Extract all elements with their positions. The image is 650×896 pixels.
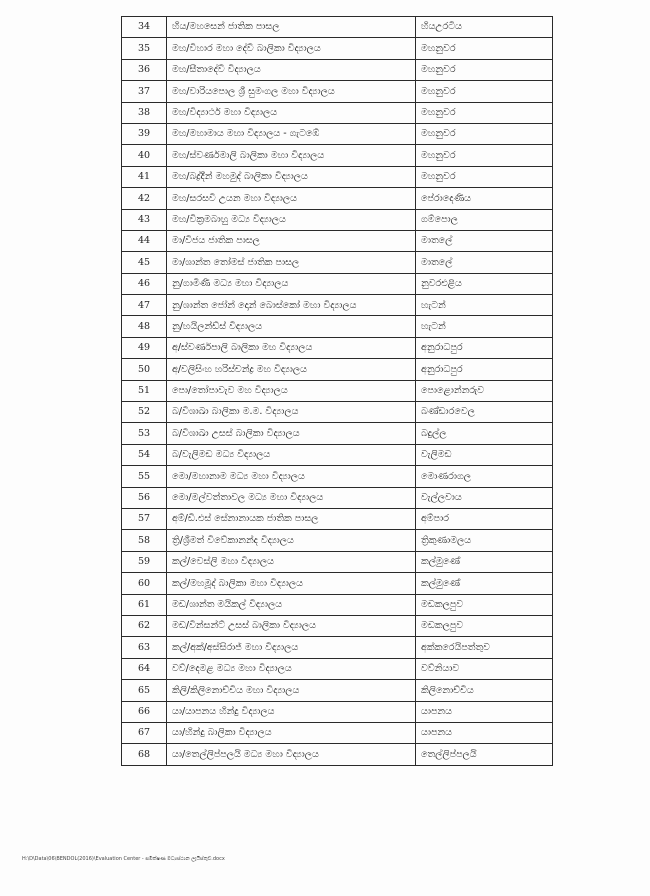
table-row xyxy=(122,508,553,529)
school-city: නුවරඑළිය xyxy=(416,273,553,294)
school-city: බණ්ඩාරවෙල xyxy=(416,402,553,423)
school-name: අ/වලිසිංහ හරිස්චන්ද්‍ර මහ විද්‍යාලය xyxy=(167,359,416,380)
school-name: පො/තෝපාවැව මහ විද්‍යාලය xyxy=(167,380,416,401)
school-city: කිලිනොච්චිය xyxy=(416,680,553,701)
row-number: 59 xyxy=(122,551,167,572)
school-city: ත්‍රිකුණාමලය xyxy=(416,530,553,551)
school-name: කල්/මහමූද් බාලිකා මහා විද්‍යාලය xyxy=(167,573,416,594)
school-city: මහනුවර xyxy=(416,166,553,187)
table-row xyxy=(122,38,553,59)
school-name: මඩ/වින්සන්ට් උසස් බාලිකා විද්‍යාලය xyxy=(167,615,416,636)
school-city: කල්මුණේ xyxy=(416,573,553,594)
school-city: යාපනය xyxy=(416,701,553,722)
table-row xyxy=(122,466,553,487)
schools-table xyxy=(121,16,553,766)
row-number: 35 xyxy=(122,38,167,59)
table-row xyxy=(122,487,553,508)
table-row xyxy=(122,658,553,679)
table-row xyxy=(122,744,553,765)
row-number: 58 xyxy=(122,530,167,551)
table-row xyxy=(122,123,553,144)
table-row xyxy=(122,680,553,701)
school-city: මාතලේ xyxy=(416,230,553,251)
table-row xyxy=(122,81,553,102)
school-city: මහනුවර xyxy=(416,38,553,59)
row-number: 65 xyxy=(122,680,167,701)
row-number: 46 xyxy=(122,273,167,294)
school-city: මොණරාගල xyxy=(416,466,553,487)
school-name: මහ/විද්‍යාර්ථ මහා විද්‍යාලය xyxy=(167,102,416,123)
school-name: නු/ගාමිණී මධ්‍ය මහා විද්‍යාලය xyxy=(167,273,416,294)
school-city: වැල්ලවාය xyxy=(416,487,553,508)
school-city: වව්නියාව xyxy=(416,658,553,679)
table-row xyxy=(122,701,553,722)
school-name: නු/ශාන්ත ජෝන් දොන් බොස්කෝ මහා විද්‍යාලය xyxy=(167,295,416,316)
footer-path: H:\D\Data\06\BENDOL(2016)\Evaluation Center - සමීක්ෂණ මධ්‍යස්ථාන ලැයිස්තුව.docx xyxy=(22,856,225,862)
school-city: මහනුවර xyxy=(416,59,553,80)
school-name: මා/ශාන්ත තෝමස් ජාතික පාසල xyxy=(167,252,416,273)
row-number: 42 xyxy=(122,188,167,209)
school-name: මහ/බද්‍ර්දීන් මහමුද් බාලිකා විද්‍යාලය xyxy=(167,166,416,187)
school-city: වැලිමඩ xyxy=(416,444,553,465)
row-number: 39 xyxy=(122,123,167,144)
school-city: මහනුවර xyxy=(416,145,553,166)
school-city: මාතලේ xyxy=(416,252,553,273)
school-name: යා/තෙල්ලිප්පලයි මධ්‍ය මහා විද්‍යාලය xyxy=(167,744,416,765)
school-city: අනුරාධපුර xyxy=(416,359,553,380)
school-name: කිලි/කිලිනොච්චිය මහා විද්‍යාලය xyxy=(167,680,416,701)
row-number: 63 xyxy=(122,637,167,658)
table-row xyxy=(122,230,553,251)
school-name: හිය/මහසෙන් ජාතික පාසල xyxy=(167,17,416,38)
table-row xyxy=(122,252,553,273)
school-name: බ/විශාඛා උසස් බාලිකා විද්‍යාලය xyxy=(167,423,416,444)
row-number: 54 xyxy=(122,444,167,465)
school-name: මහ/සීතාදේවි විද්‍යාලය xyxy=(167,59,416,80)
row-number: 37 xyxy=(122,81,167,102)
school-name: මඩ/ශාන්ත මයිකල් විද්‍යාලය xyxy=(167,594,416,615)
row-number: 34 xyxy=(122,17,167,38)
row-number: 45 xyxy=(122,252,167,273)
table-row xyxy=(122,295,553,316)
table-row xyxy=(122,316,553,337)
school-name: යා/හින්දු බාලිකා විද්‍යාලය xyxy=(167,722,416,743)
table-row xyxy=(122,337,553,358)
row-number: 41 xyxy=(122,166,167,187)
school-city: හියඋරටිය xyxy=(416,17,553,38)
school-city: තෙල්ලිප්පලයි xyxy=(416,744,553,765)
row-number: 44 xyxy=(122,230,167,251)
school-city: මඩකලපුව xyxy=(416,594,553,615)
school-city: අම්පාර xyxy=(416,508,553,529)
row-number: 62 xyxy=(122,615,167,636)
school-name: යා/යාපනය හින්දු විද්‍යාලය xyxy=(167,701,416,722)
school-name: මා/විජය ජාතික පාසල xyxy=(167,230,416,251)
row-number: 66 xyxy=(122,701,167,722)
row-number: 43 xyxy=(122,209,167,230)
row-number: 51 xyxy=(122,380,167,401)
school-city: මඩකලපුව xyxy=(416,615,553,636)
row-number: 52 xyxy=(122,402,167,423)
row-number: 53 xyxy=(122,423,167,444)
school-city: මහනුවර xyxy=(416,102,553,123)
table-row xyxy=(122,615,553,636)
school-name: මො/මල්වත්තාවල මධ්‍ය මහා විද්‍යාලය xyxy=(167,487,416,508)
table-row xyxy=(122,166,553,187)
school-city: යාපනය xyxy=(416,722,553,743)
table-row xyxy=(122,359,553,380)
table-row xyxy=(122,551,553,572)
school-name: මහ/විහාර මහා දේවි බාලිකා විද්‍යාලය xyxy=(167,38,416,59)
school-name: ත්‍රි/ශ්‍රීමත් විවේකානන්ද විද්‍යාලය xyxy=(167,530,416,551)
school-name: බ/වැලිමඩ මධ්‍ය විද්‍යාලය xyxy=(167,444,416,465)
row-number: 40 xyxy=(122,145,167,166)
table-row xyxy=(122,145,553,166)
school-city: හැටන් xyxy=(416,295,553,316)
table-row xyxy=(122,17,553,38)
school-name: අම්/ඩී.එස් සේනානායක ජාතික පාසල xyxy=(167,508,416,529)
row-number: 55 xyxy=(122,466,167,487)
table-row xyxy=(122,573,553,594)
school-city: අනුරාධපුර xyxy=(416,337,553,358)
table-row xyxy=(122,530,553,551)
table-row xyxy=(122,637,553,658)
school-city: පේරාදෙණිය xyxy=(416,188,553,209)
table-row xyxy=(122,423,553,444)
row-number: 67 xyxy=(122,722,167,743)
school-city: කල්මුණේ xyxy=(416,551,553,572)
school-name: මහ/වික්‍රමබාහු මධ්‍ය විද්‍යාලය xyxy=(167,209,416,230)
row-number: 49 xyxy=(122,337,167,358)
table-row xyxy=(122,59,553,80)
school-name: කල්/වෙස්ලි මහා විද්‍යාලය xyxy=(167,551,416,572)
school-city: මහනුවර xyxy=(416,123,553,144)
school-city: මහනුවර xyxy=(416,81,553,102)
row-number: 64 xyxy=(122,658,167,679)
school-city: හැටන් xyxy=(416,316,553,337)
school-city: පොළොන්නරුව xyxy=(416,380,553,401)
row-number: 47 xyxy=(122,295,167,316)
row-number: 50 xyxy=(122,359,167,380)
table-row xyxy=(122,402,553,423)
table-row xyxy=(122,444,553,465)
school-city: ගම්පොල xyxy=(416,209,553,230)
row-number: 56 xyxy=(122,487,167,508)
school-name: මහ/වාරියපොල ශ්‍රී සුමංගල මහා විද්‍යාලය xyxy=(167,81,416,102)
school-city: අක්කරෙයිපත්තුව xyxy=(416,637,553,658)
school-name: කල්/අක්/අස්සිරාජ් මහා විද්‍යාලය xyxy=(167,637,416,658)
row-number: 36 xyxy=(122,59,167,80)
school-name: මහ/ස්වර්ණමාලි බාලිකා මහා විද්‍යාලය xyxy=(167,145,416,166)
table-row xyxy=(122,380,553,401)
table-row xyxy=(122,722,553,743)
row-number: 38 xyxy=(122,102,167,123)
school-name: නු/හයිලන්ඩ්ස් විද්‍යාලය xyxy=(167,316,416,337)
row-number: 61 xyxy=(122,594,167,615)
table-row xyxy=(122,102,553,123)
row-number: 57 xyxy=(122,508,167,529)
table-row xyxy=(122,594,553,615)
row-number: 48 xyxy=(122,316,167,337)
school-city: බදුල්ල xyxy=(416,423,553,444)
school-name: මහ/සරසවි උයන මහා විද්‍යාලය xyxy=(167,188,416,209)
row-number: 60 xyxy=(122,573,167,594)
row-number: 68 xyxy=(122,744,167,765)
school-name: බ/විශාඛා බාලිකා ම.ම. විද්‍යාලය xyxy=(167,402,416,423)
table-row xyxy=(122,273,553,294)
table-row xyxy=(122,188,553,209)
school-name: අ/ස්වර්ණපාලි බාලිකා මහ විද්‍යාලය xyxy=(167,337,416,358)
table-row xyxy=(122,209,553,230)
school-name: වව්/දෙමළ මධ්‍ය මහා විද්‍යාලය xyxy=(167,658,416,679)
school-name: මහ/මහාමාය මහා විද්‍යාලය - ගැටඹේ xyxy=(167,123,416,144)
school-name: මො/මහානාම මධ්‍ය මහා විද්‍යාලය xyxy=(167,466,416,487)
